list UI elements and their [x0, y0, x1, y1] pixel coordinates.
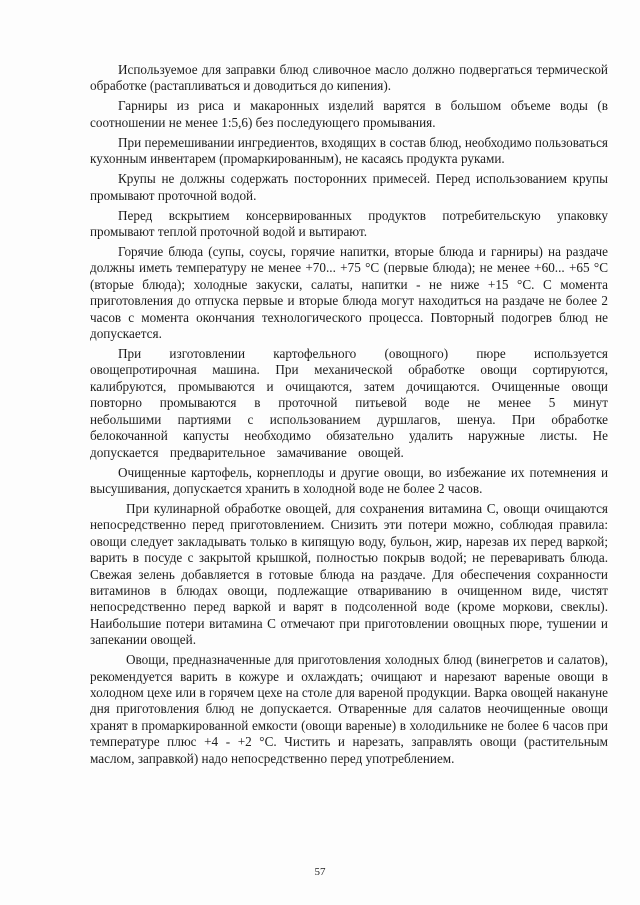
paragraph-butter: Используемое для заправки блюд сливочное масло должно подвергаться термической обработке (растапливаться и доводиться до кипения).: [90, 62, 608, 94]
paragraph-cold-dishes: Овощи, предназначенные для приготовления холодных блюд (винегретов и салатов), рекомендуется варить в кожуре и охлаждать; очищают и нарезают вареные овощи в холодном цехе или в горячем цехе на столе для вареной продукции. Варка овощей накануне дня приготовления блюд не допускается. Отваренные для салатов неочищенные овощи хранят в промаркированной емкости (овощи вареные) в холодильнике не более 6 часов при температуре плюс +4 - +2 °С. Чистить и нарезать, заправлять овощи (растительным маслом, заправкой) надо непосредственно перед употреблением.: [90, 652, 608, 766]
paragraph-puree: При изготовлении картофельного (овощного) пюре используется овощепротирочная машина. При механической обработке овощи сортируются, калибруются, промываются и очищаются, затем дочищаются. Очищенные овощи повторно промываются в проточной питьевой воде не менее 5 минут небольшими партиями с использованием дуршлагов, шенуа. При обработке белокочанной капусты необходимо обязательно удалить наружные листы. Не допускается предварительное замачивание овощей.: [90, 346, 608, 460]
paragraph-garnish: Гарниры из риса и макаронных изделий варятся в большом объеме воды (в соотношении не менее 1:5,6) без последующего промывания.: [90, 98, 608, 130]
paragraph-groats: Крупы не должны содержать посторонних примесей. Перед использованием крупы промывают проточной водой.: [90, 171, 608, 203]
page-number: 57: [314, 866, 326, 878]
paragraph-peeled-vegetables: Очищенные картофель, корнеплоды и другие овощи, во избежание их потемнения и высушивания, допускается хранить в холодной воде не более 2 часов.: [90, 464, 608, 496]
paragraph-vitamin-c: При кулинарной обработке овощей, для сохранения витамина С, овощи очищаются непосредственно перед приготовлением. Снизить эти потери можно, соблюдая правила: овощи следует закладывать только в кипящую воду, бульон, жир, нарезав их перед варкой; варить в посуде с закрытой крышкой, полностью покрыв водой; не переваривать блюда. Свежая зелень добавляется в готовые блюда на раздаче. Для обеспечения сохранности витаминов в блюдах овощи, подлежащие отвариванию в очищенном виде, чистят непосредственно перед варкой и варят в подсоленной воде (кроме моркови, свеклы). Наибольшие потери витамина С отмечают при приготовлении овощных пюре, тушении и запекании овощей.: [90, 500, 608, 648]
body-text: [90, 62, 608, 771]
paragraph-mixing: При перемешивании ингредиентов, входящих в состав блюд, необходимо пользоваться кухонным инвентарем (промаркированным), не касаясь продукта руками.: [90, 134, 608, 167]
paragraph-hot-dishes: Горячие блюда (супы, соусы, горячие напитки, вторые блюда и гарниры) на раздаче должны иметь температуру не менее +70... +75 °С (первые блюда); не менее +60... +65 °С (вторые блюда); холодные закуски, салаты, напитки - не ниже +15 °С. С момента приготовления до отпуска первые и вторые блюда могут находиться на раздаче не более 2 часов с момента окончания технологического процесса. Повторный подогрев блюд не допускается.: [90, 244, 608, 342]
paragraph-canned: Перед вскрытием консервированных продуктов потребительскую упаковку промывают теплой проточной водой и вытирают.: [90, 207, 608, 240]
